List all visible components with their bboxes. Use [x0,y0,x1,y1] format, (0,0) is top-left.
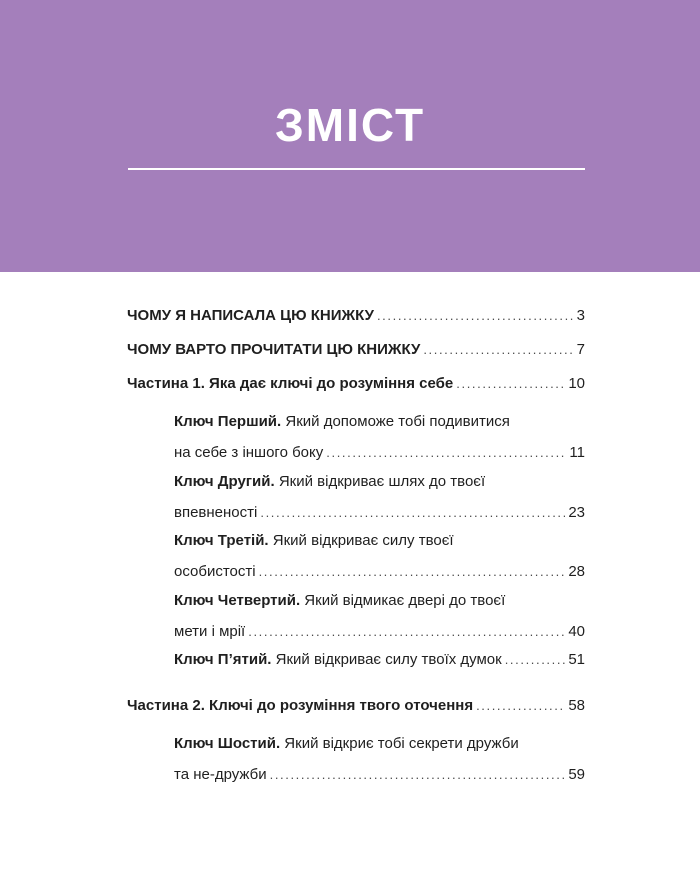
toc-entry-key-2[interactable] [174,466,585,528]
toc-entry-key-4[interactable] [174,585,585,647]
toc-entry-part-1[interactable] [127,368,585,399]
toc-entry-intro[interactable] [127,300,585,331]
toc-page-number: 11 [569,444,585,461]
key-label: Ключ Перший. [174,413,282,430]
toc-page-number: 3 [576,307,585,324]
toc-page-number: 51 [568,651,585,668]
toc-entry-key-6[interactable] [174,728,585,790]
key-description-cont: на себе з іншого боку [174,444,324,461]
toc-page-number: 59 [568,766,585,783]
title-divider [128,168,585,170]
key-description: Який відкриває силу твоєї [268,532,454,549]
key-description-cont: мети і мрії [174,623,246,640]
toc-page-number: 10 [568,375,585,392]
dot-leader [259,556,566,587]
toc-page-number: 40 [568,623,585,640]
key-description: Який відкриє тобі секрети дружби [280,735,519,752]
toc-entry-key-3[interactable] [174,525,585,587]
key-description: Який відкриває шлях до твоєї [274,473,486,490]
key-label: Ключ Третій. [174,532,269,549]
toc-page-number: 28 [568,563,585,580]
dot-leader [456,368,565,399]
dot-leader [248,616,565,647]
toc-page-number: 58 [568,697,585,714]
toc-entry-title: ЧОМУ ВАРТО ПРОЧИТАТИ ЦЮ КНИЖКУ [127,341,421,358]
dot-leader [505,644,566,675]
toc-entry-title: Частина 1. Яка дає ключі до розуміння себе [127,375,454,392]
toc-page-number: 23 [568,504,585,521]
dot-leader [377,300,574,331]
dot-leader [476,690,565,721]
key-description: Який допоможе тобі подивитися [281,413,510,430]
header-band [0,0,700,272]
toc-entry-title: Частина 2. Ключі до розуміння твого оточення [127,697,474,714]
key-description: Який відмикає двері до твоєї [300,592,506,609]
toc-page-number: 7 [576,341,585,358]
dot-leader [423,334,573,365]
page-title: ЗМІСТ [274,99,426,151]
key-label: Ключ Четвертий. [174,592,301,609]
dot-leader [326,437,566,468]
dot-leader [260,497,565,528]
key-label: Ключ Шостий. [174,735,281,752]
key-description-cont: впевненості [174,504,258,521]
toc-entry-part-2[interactable] [127,690,585,721]
key-description-cont: особистості [174,563,256,580]
toc-entry-title: ЧОМУ Я НАПИСАЛА ЦЮ КНИЖКУ [127,307,374,324]
dot-leader [270,759,566,790]
key-description-cont: та не-дружби [174,766,267,783]
key-label: Ключ Другий. [174,473,275,490]
toc-entry-key-5[interactable] [174,644,585,675]
toc-entry-key-1[interactable] [174,406,585,468]
key-description: Який відкриває силу твоїх думок [271,651,502,668]
key-label: Ключ П’ятий. [174,651,272,668]
toc-entry-why-read[interactable] [127,334,585,365]
